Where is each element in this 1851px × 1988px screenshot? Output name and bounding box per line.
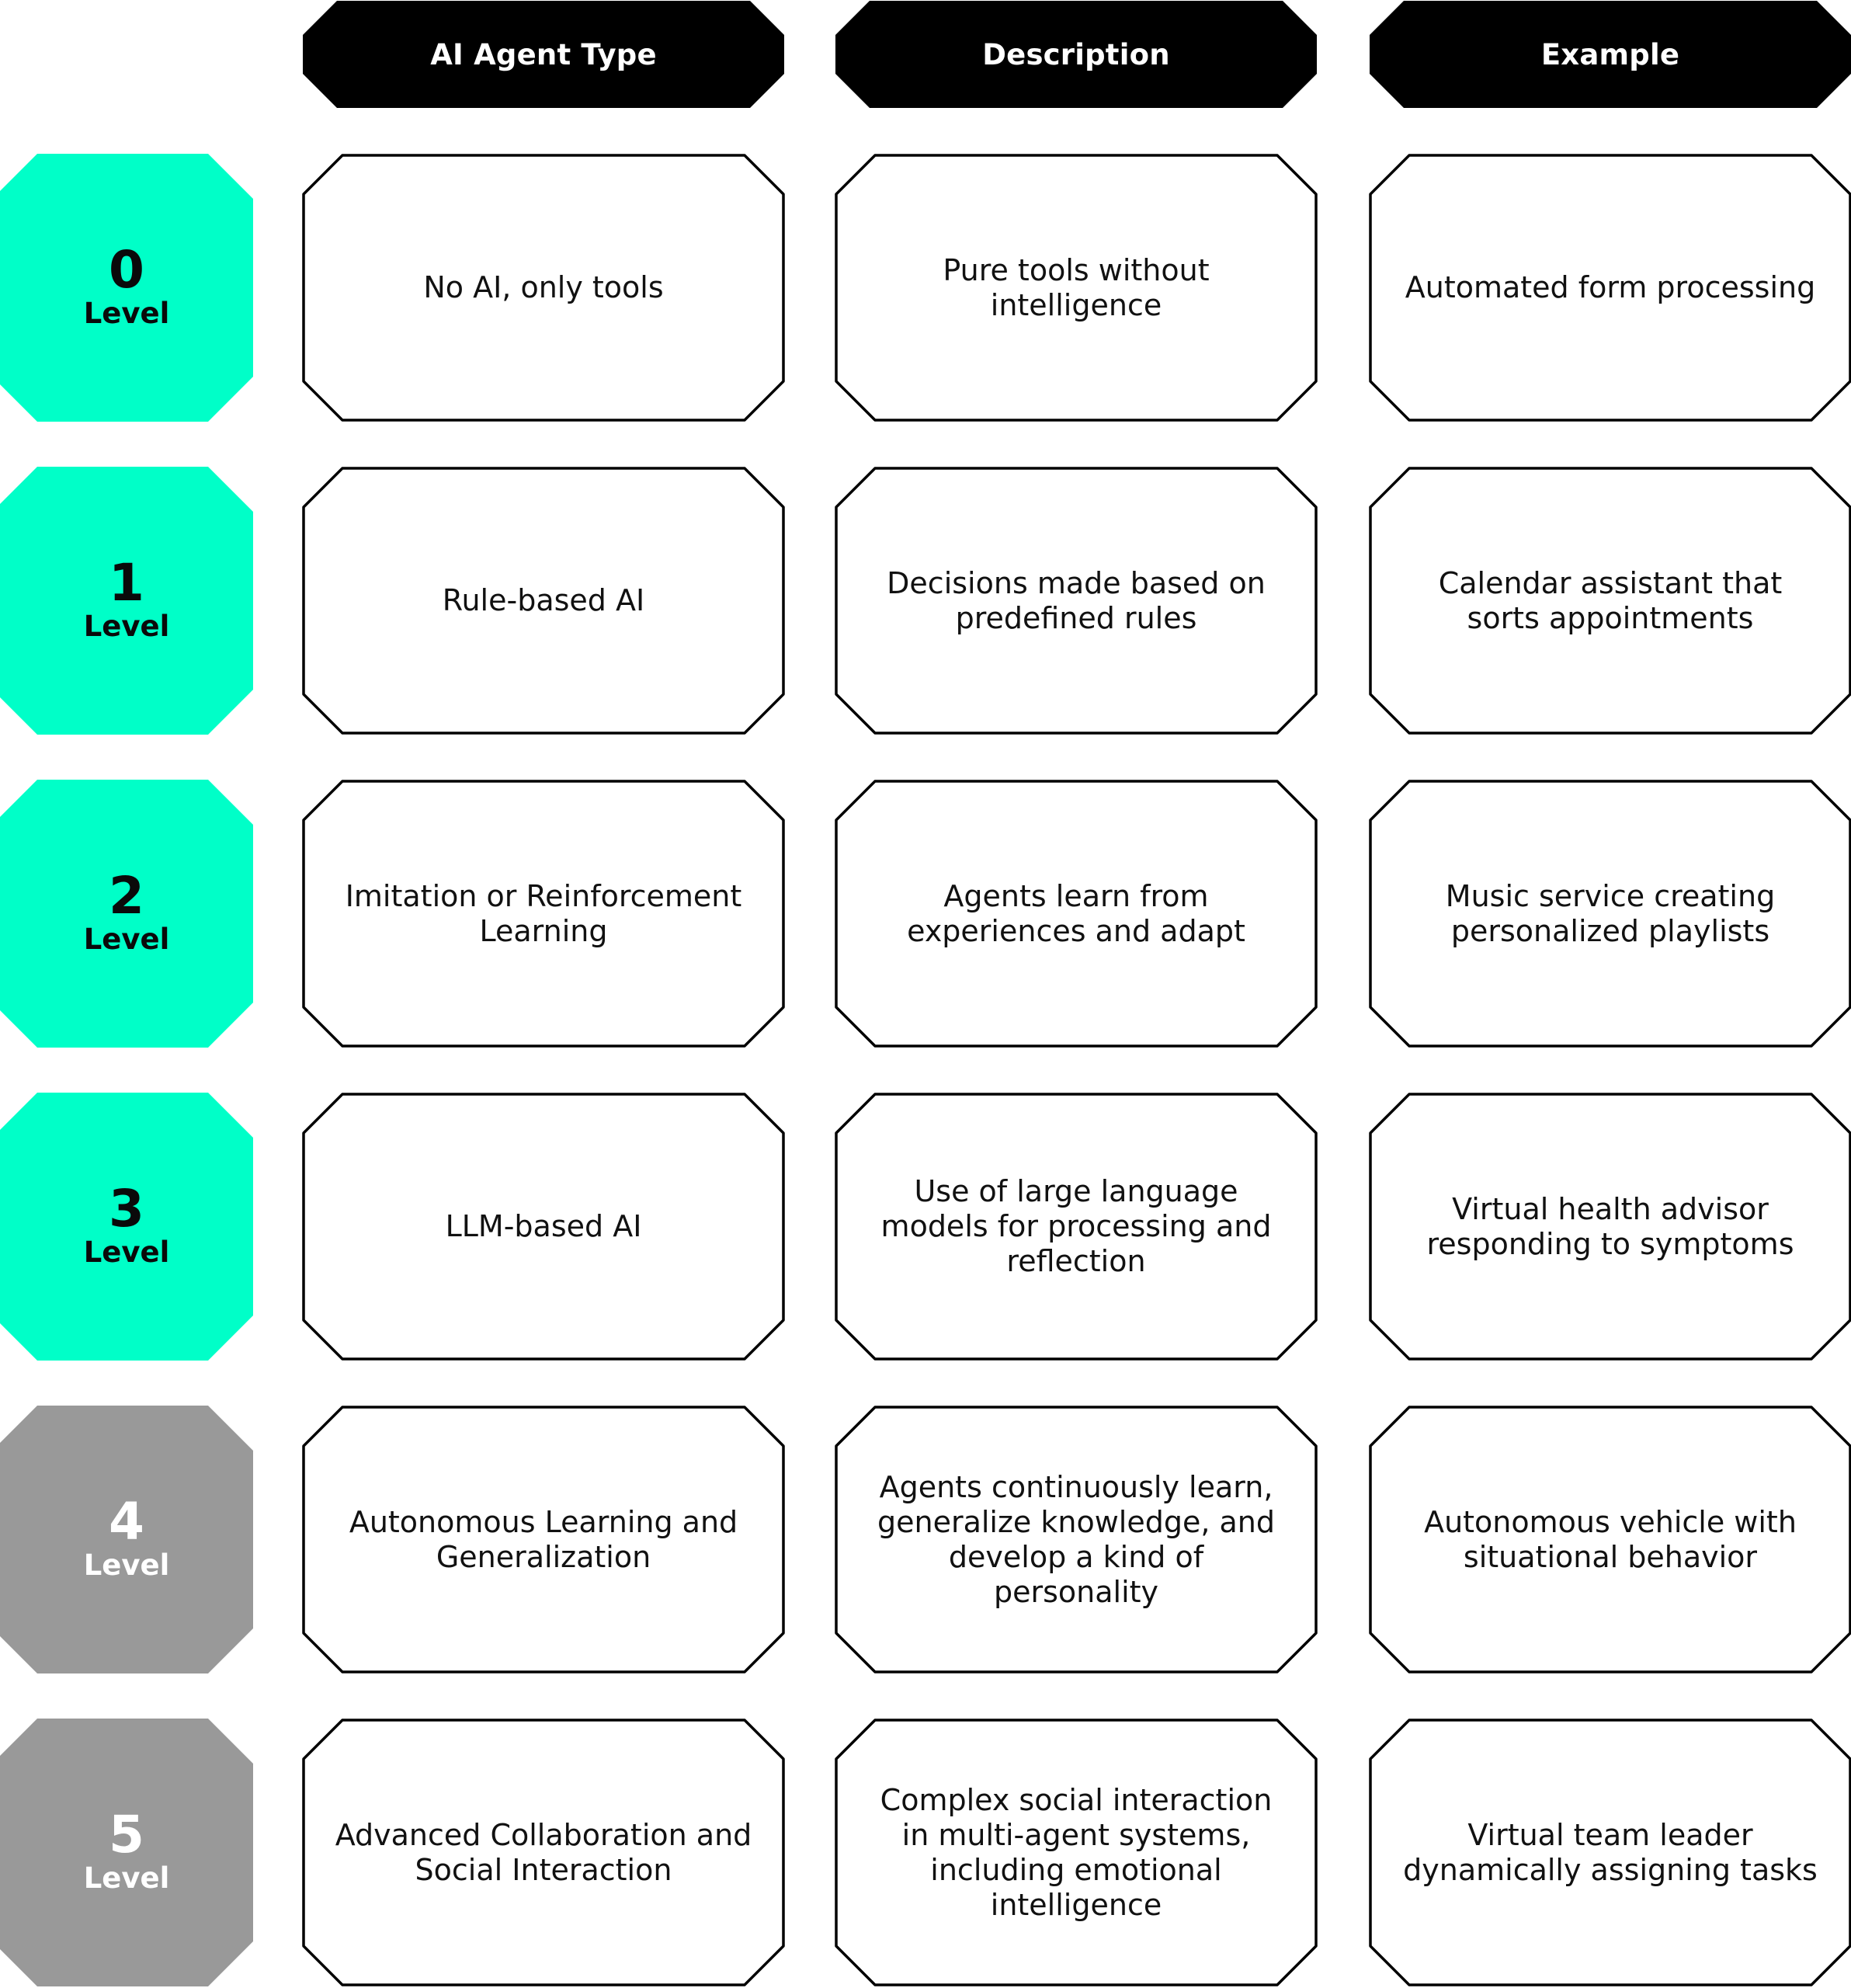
description-cell: Pure tools without intelligence [943,252,1210,322]
header-agent-type: AI Agent Type [430,37,657,71]
description-cell: Use of large language models for processing and reflection [880,1174,1272,1278]
description-cell: Decisions made based on predefined rules [887,565,1266,635]
example-cell: Calendar assistant that sorts appointments [1438,565,1783,635]
level-number: 5 [109,1804,144,1865]
header-description: Description [982,37,1170,71]
description-cell: Agents continuously learn, generalize knowledge, and develop a kind of personality [877,1469,1276,1609]
level-badge-3 [0,1093,253,1361]
agent-type-cell: Rule-based AI [442,583,645,617]
example-cell: Automated form processing [1405,270,1816,304]
agent-type-cell: Advanced Collaboration and Social Interaction [335,1817,752,1887]
description-cell: Agents learn from experiences and adapt [907,878,1245,948]
level-badge-2 [0,780,253,1048]
agent-type-cell: No AI, only tools [423,270,664,304]
level-label: Level [83,1548,170,1582]
example-cell: Virtual health advisor responding to symptoms [1426,1191,1794,1261]
level-label: Level [83,922,170,956]
level-number: 0 [109,239,144,300]
level-badge-4 [0,1406,253,1673]
example-cell: Virtual team leader dynamically assigning tasks [1403,1817,1818,1887]
level-number: 2 [109,865,144,926]
level-label: Level [83,296,170,330]
header-example: Example [1540,37,1680,71]
example-cell: Music service creating personalized playlists [1445,878,1776,948]
agent-type-cell: LLM-based AI [445,1209,642,1243]
agent-type-cell: Imitation or Reinforcement Learning [345,878,742,948]
level-number: 4 [109,1491,144,1552]
level-number: 3 [109,1178,144,1239]
example-cell: Autonomous vehicle with situational behavior [1424,1504,1797,1574]
level-badge-1 [0,467,253,735]
description-cell: Complex social interaction in multi-agent systems, including emotional intelligence [880,1782,1273,1922]
level-label: Level [83,1861,170,1895]
level-number: 1 [109,552,144,613]
level-label: Level [83,1235,170,1269]
level-badge-0 [0,154,253,422]
level-label: Level [83,609,170,643]
agent-type-cell: Autonomous Learning and Generalization [349,1504,738,1574]
level-badge-5 [0,1719,253,1986]
